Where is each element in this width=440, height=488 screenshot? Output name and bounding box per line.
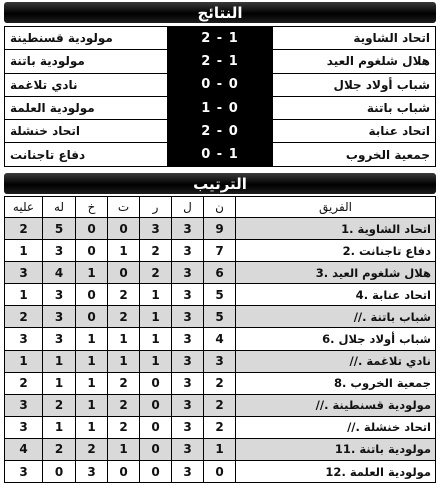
rank-separator: . [355, 420, 364, 435]
stat-won: 1 [140, 306, 172, 328]
team-name: اتحاد خنشلة [363, 420, 431, 435]
col-drawn: ت [108, 197, 140, 218]
away-team: مولودية باتنة [5, 50, 168, 73]
team-cell [236, 350, 436, 372]
rank-separator: . [341, 464, 350, 479]
stat-drawn: 0 [108, 262, 140, 284]
team-cell [236, 372, 436, 394]
stat-won: 1 [140, 284, 172, 306]
rank-separator: . [349, 221, 358, 236]
stat-drawn: 0 [108, 461, 140, 483]
stat-lost: 1 [76, 328, 108, 350]
stat-won: 0 [140, 394, 172, 416]
standings-row [5, 372, 436, 394]
stat-played: 3 [172, 240, 204, 262]
team-cell [236, 218, 436, 240]
standings-table [4, 196, 436, 483]
stat-lost: 1 [76, 416, 108, 438]
stat-goals-against: 3 [5, 394, 43, 416]
score-text: 2 - 0 [201, 123, 239, 139]
stat-played: 3 [172, 306, 204, 328]
away-team: دفاع تاجنانت [5, 143, 168, 166]
stat-goals-for: 1 [43, 372, 76, 394]
rank: 1 [341, 221, 350, 236]
team-name: مولودية باتنة [359, 442, 431, 457]
rank: 2 [342, 243, 351, 258]
rank: // [347, 420, 356, 435]
rank-separator: . [323, 265, 333, 280]
stat-played: 3 [172, 416, 204, 438]
standings-header [4, 173, 436, 194]
col-lost: خ [76, 197, 108, 218]
standings-row [5, 394, 436, 416]
col-team: الفريق [236, 197, 436, 218]
result-row [5, 73, 436, 96]
stat-won: 0 [140, 461, 172, 483]
stat-points: 9 [204, 218, 236, 240]
match-score [168, 50, 273, 73]
stat-drawn: 1 [108, 350, 140, 372]
away-team: مولودية قسنطينة [5, 27, 168, 50]
stat-won: 3 [140, 218, 172, 240]
stat-played: 3 [172, 461, 204, 483]
result-row [5, 96, 436, 119]
stat-lost: 1 [76, 394, 108, 416]
standings-row [5, 328, 436, 350]
stat-played: 3 [172, 218, 204, 240]
standings-row [5, 416, 436, 438]
stat-goals-against: 1 [5, 284, 43, 306]
stat-points: 5 [204, 284, 236, 306]
stat-played: 3 [172, 350, 204, 372]
stat-lost: 1 [76, 372, 108, 394]
score-text: 2 - 1 [201, 30, 239, 46]
rank: 6 [322, 332, 331, 347]
stat-goals-for: 3 [43, 306, 76, 328]
result-row [5, 50, 436, 73]
result-row [5, 120, 436, 143]
rank: // [353, 309, 363, 324]
stat-lost: 0 [76, 240, 108, 262]
team-name: اتحاد الشاوية [357, 221, 431, 236]
team-name: شباب باتنة [370, 309, 431, 324]
standings-row [5, 438, 436, 460]
rank-separator: . [362, 309, 371, 324]
rank-separator: . [363, 287, 373, 302]
standings-header-row [5, 197, 436, 218]
result-row [5, 27, 436, 50]
home-team: شباب باتنة [273, 96, 436, 119]
team-cell [236, 416, 436, 438]
rank: // [315, 398, 325, 413]
rank: 8 [334, 376, 343, 391]
team-name: نادي تلاغمة [366, 354, 431, 369]
stat-won: 2 [140, 240, 172, 262]
stat-points: 3 [204, 350, 236, 372]
rank-separator: . [350, 442, 360, 457]
stat-goals-for: 3 [43, 284, 76, 306]
stat-played: 3 [172, 394, 204, 416]
stat-drawn: 1 [108, 438, 140, 460]
stat-goals-for: 5 [43, 218, 76, 240]
stat-goals-for: 1 [43, 416, 76, 438]
stat-goals-for: 2 [43, 394, 76, 416]
col-played: ل [172, 197, 204, 218]
team-name: مولودية قسنطينة [332, 398, 431, 413]
match-score [168, 73, 273, 96]
stat-goals-against: 3 [5, 461, 43, 483]
stat-played: 3 [172, 284, 204, 306]
stat-goals-against: 1 [5, 240, 43, 262]
result-row [5, 143, 436, 166]
match-score [168, 143, 273, 166]
rank: 12 [325, 464, 342, 479]
rank-separator: . [342, 376, 351, 391]
score-text: 0 - 1 [201, 147, 239, 163]
stat-lost: 3 [76, 461, 108, 483]
team-cell [236, 438, 436, 460]
stat-goals-for: 3 [43, 328, 76, 350]
stat-played: 3 [172, 372, 204, 394]
stat-points: 2 [204, 416, 236, 438]
stat-lost: 1 [76, 262, 108, 284]
team-cell [236, 284, 436, 306]
standings-row [5, 461, 436, 483]
stat-drawn: 2 [108, 416, 140, 438]
results-header [4, 2, 436, 23]
stat-drawn: 1 [108, 240, 140, 262]
team-cell [236, 328, 436, 350]
away-team: اتحاد خنشلة [5, 120, 168, 143]
col-won: ر [140, 197, 172, 218]
stat-goals-for: 1 [43, 350, 76, 372]
team-cell [236, 240, 436, 262]
standings-row [5, 218, 436, 240]
team-name: دفاع تاجنانت [358, 243, 431, 258]
standings-row [5, 262, 436, 284]
standings-row [5, 284, 436, 306]
stat-goals-against: 2 [5, 372, 43, 394]
home-team: اتحاد عنابة [273, 120, 436, 143]
stat-goals-for: 0 [43, 461, 76, 483]
rank: 4 [355, 287, 364, 302]
standings-row [5, 306, 436, 328]
team-cell [236, 262, 436, 284]
stat-points: 1 [204, 438, 236, 460]
standings-row [5, 240, 436, 262]
home-team: جمعية الخروب [273, 143, 436, 166]
rank-separator: . [324, 398, 333, 413]
stat-played: 3 [172, 262, 204, 284]
stat-won: 0 [140, 416, 172, 438]
team-name: جمعية الخروب [350, 376, 431, 391]
match-score [168, 120, 273, 143]
team-cell [236, 461, 436, 483]
stat-goals-against: 3 [5, 416, 43, 438]
stat-won: 2 [140, 262, 172, 284]
stat-points: 5 [204, 306, 236, 328]
stat-played: 3 [172, 328, 204, 350]
team-name: اتحاد عنابة [372, 287, 431, 302]
stat-goals-against: 4 [5, 438, 43, 460]
stat-lost: 1 [76, 350, 108, 372]
stat-drawn: 0 [108, 218, 140, 240]
stat-drawn: 2 [108, 284, 140, 306]
stat-lost: 0 [76, 218, 108, 240]
stat-drawn: 2 [108, 394, 140, 416]
stat-points: 4 [204, 328, 236, 350]
stat-lost: 0 [76, 284, 108, 306]
stat-lost: 0 [76, 306, 108, 328]
stat-goals-for: 2 [43, 438, 76, 460]
rank-separator: . [357, 354, 367, 369]
team-cell [236, 306, 436, 328]
col-goals-against: عليه [5, 197, 43, 218]
stat-won: 1 [140, 328, 172, 350]
stat-drawn: 1 [108, 328, 140, 350]
stat-won: 1 [140, 350, 172, 372]
stat-points: 2 [204, 372, 236, 394]
rank: 3 [315, 265, 324, 280]
stat-points: 0 [204, 461, 236, 483]
stat-goals-against: 2 [5, 218, 43, 240]
stat-goals-against: 3 [5, 328, 43, 350]
stat-won: 0 [140, 438, 172, 460]
stat-lost: 2 [76, 438, 108, 460]
team-name: مولودية العلمة [349, 464, 431, 479]
stat-goals-against: 1 [5, 350, 43, 372]
team-name: هلال شلغوم العيد [332, 265, 431, 280]
stat-points: 2 [204, 394, 236, 416]
team-name: شباب أولاد جلال [338, 332, 431, 347]
score-text: 2 - 1 [201, 53, 239, 69]
results-table [4, 26, 436, 167]
away-team: نادي تلاغمة [5, 73, 168, 96]
stat-goals-for: 4 [43, 262, 76, 284]
standings-row [5, 350, 436, 372]
stat-points: 7 [204, 240, 236, 262]
stat-goals-for: 3 [43, 240, 76, 262]
stat-goals-against: 3 [5, 262, 43, 284]
rank: // [349, 354, 358, 369]
home-team: اتحاد الشاوية [273, 27, 436, 50]
stat-drawn: 2 [108, 372, 140, 394]
stat-played: 3 [172, 438, 204, 460]
col-points: ن [204, 197, 236, 218]
score-text: 1 - 0 [201, 100, 239, 116]
standings-title: الترتيب [193, 174, 247, 193]
score-text: 0 - 0 [201, 77, 239, 93]
match-score [168, 27, 273, 50]
home-team: هلال شلغوم العيد [273, 50, 436, 73]
home-team: شباب أولاد جلال [273, 73, 436, 96]
results-title: النتائج [197, 3, 243, 22]
rank: 11 [334, 442, 351, 457]
match-score [168, 96, 273, 119]
rank-separator: . [350, 243, 359, 258]
stat-points: 6 [204, 262, 236, 284]
rank-separator: . [330, 332, 339, 347]
team-cell [236, 394, 436, 416]
col-goals-for: له [43, 197, 76, 218]
stat-won: 0 [140, 372, 172, 394]
stat-goals-against: 2 [5, 306, 43, 328]
stat-drawn: 2 [108, 306, 140, 328]
away-team: مولودية العلمة [5, 96, 168, 119]
